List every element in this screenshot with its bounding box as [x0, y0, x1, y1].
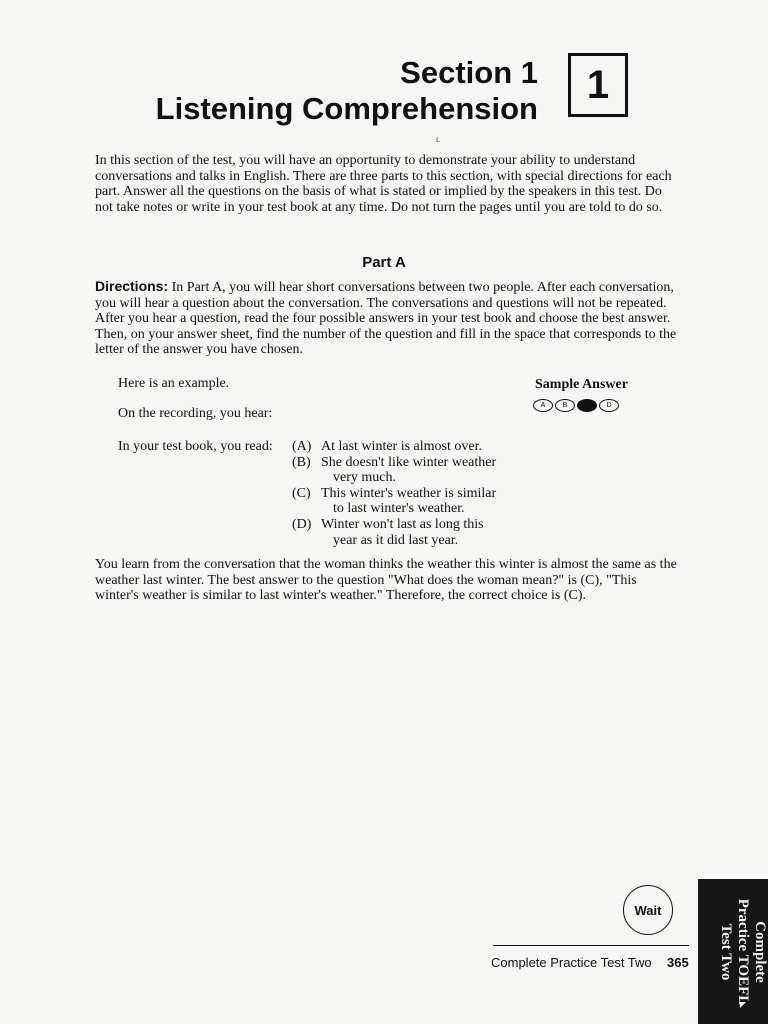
option-text: At last winter is almost over.: [321, 439, 482, 454]
option-letter: (A): [292, 439, 312, 454]
option-letter: (B): [292, 454, 311, 470]
directions-text: In Part A, you will hear short conversations between two people. After each conversation, you will hear a question about the conversation. The conversations and questions will not be repeated. After you hear a question, read the four possible answers in your test book and choose the best answer. Then, on your answer sheet, find the number of the question and fill in the space that corresponds to the letter of the answer you have chosen.: [95, 280, 677, 358]
option-letter: (C): [292, 485, 311, 501]
bubble-c: C: [577, 399, 597, 412]
side-tab-line: Complete: [752, 921, 768, 983]
option-text: Winter won't last as long this: [321, 516, 484, 532]
bubble-a: A: [533, 399, 553, 412]
directions-paragraph: [95, 279, 680, 358]
page-title: [100, 55, 538, 127]
section-number-box: 1: [568, 53, 628, 117]
footer-title: Complete Practice Test Two: [491, 955, 652, 970]
footer-divider: [493, 945, 689, 946]
section-heading: Section 1: [400, 55, 538, 90]
scan-mark: ʟ: [436, 134, 440, 144]
example-intro: Here is an example.: [118, 376, 230, 391]
corner-mark-icon: [740, 1002, 746, 1008]
option-letter: (D): [292, 516, 312, 532]
page-number: 365: [667, 955, 689, 970]
recording-label: On the recording, you hear:: [118, 406, 273, 421]
intro-paragraph: In this section of the test, you will have an opportunity to demonstrate your ability to understand conversations and talks in English. There are three parts to this section, with special directions for each part. Answer all the questions on the basis of what is stated or implied by the speakers in this test. Do not take notes or write in your test book at any time. Do not turn the pages until you are told to do so.: [95, 153, 672, 215]
option-text-cont: to last winter's weather.: [333, 501, 465, 517]
option-d: [292, 517, 521, 548]
section-title: Listening Comprehension: [155, 91, 538, 126]
option-a: [292, 439, 521, 455]
side-tab: [698, 879, 768, 1024]
answer-options: [292, 439, 521, 548]
option-text: She doesn't like winter weather: [321, 454, 497, 470]
side-tab-label: [698, 880, 768, 1024]
explanation-paragraph: You learn from the conversation that the woman thinks the weather this winter is almost the same as the weather last winter. The best answer to the question "What does the woman mean?" is (C), "This winter's weather is similar to last winter's weather." Therefore, the correct choice is (C).: [95, 557, 677, 604]
part-heading: Part A: [362, 254, 406, 271]
option-c: [292, 486, 521, 517]
side-tab-line: Practice TOEFL: [735, 898, 751, 1006]
option-b: [292, 455, 521, 486]
bubble-d: D: [599, 399, 619, 412]
answer-bubbles: [533, 399, 619, 412]
option-text-cont: very much.: [333, 470, 396, 486]
bubble-b: B: [555, 399, 575, 412]
sample-answer-label: Sample Answer: [535, 377, 628, 392]
wait-icon: Wait: [623, 885, 673, 935]
read-label: In your test book, you read:: [118, 439, 273, 454]
directions-label: Directions:: [95, 278, 169, 294]
side-tab-line: Test Two: [718, 923, 734, 981]
option-text: This winter's weather is similar: [321, 485, 497, 501]
option-text-cont: year as it did last year.: [333, 532, 459, 548]
